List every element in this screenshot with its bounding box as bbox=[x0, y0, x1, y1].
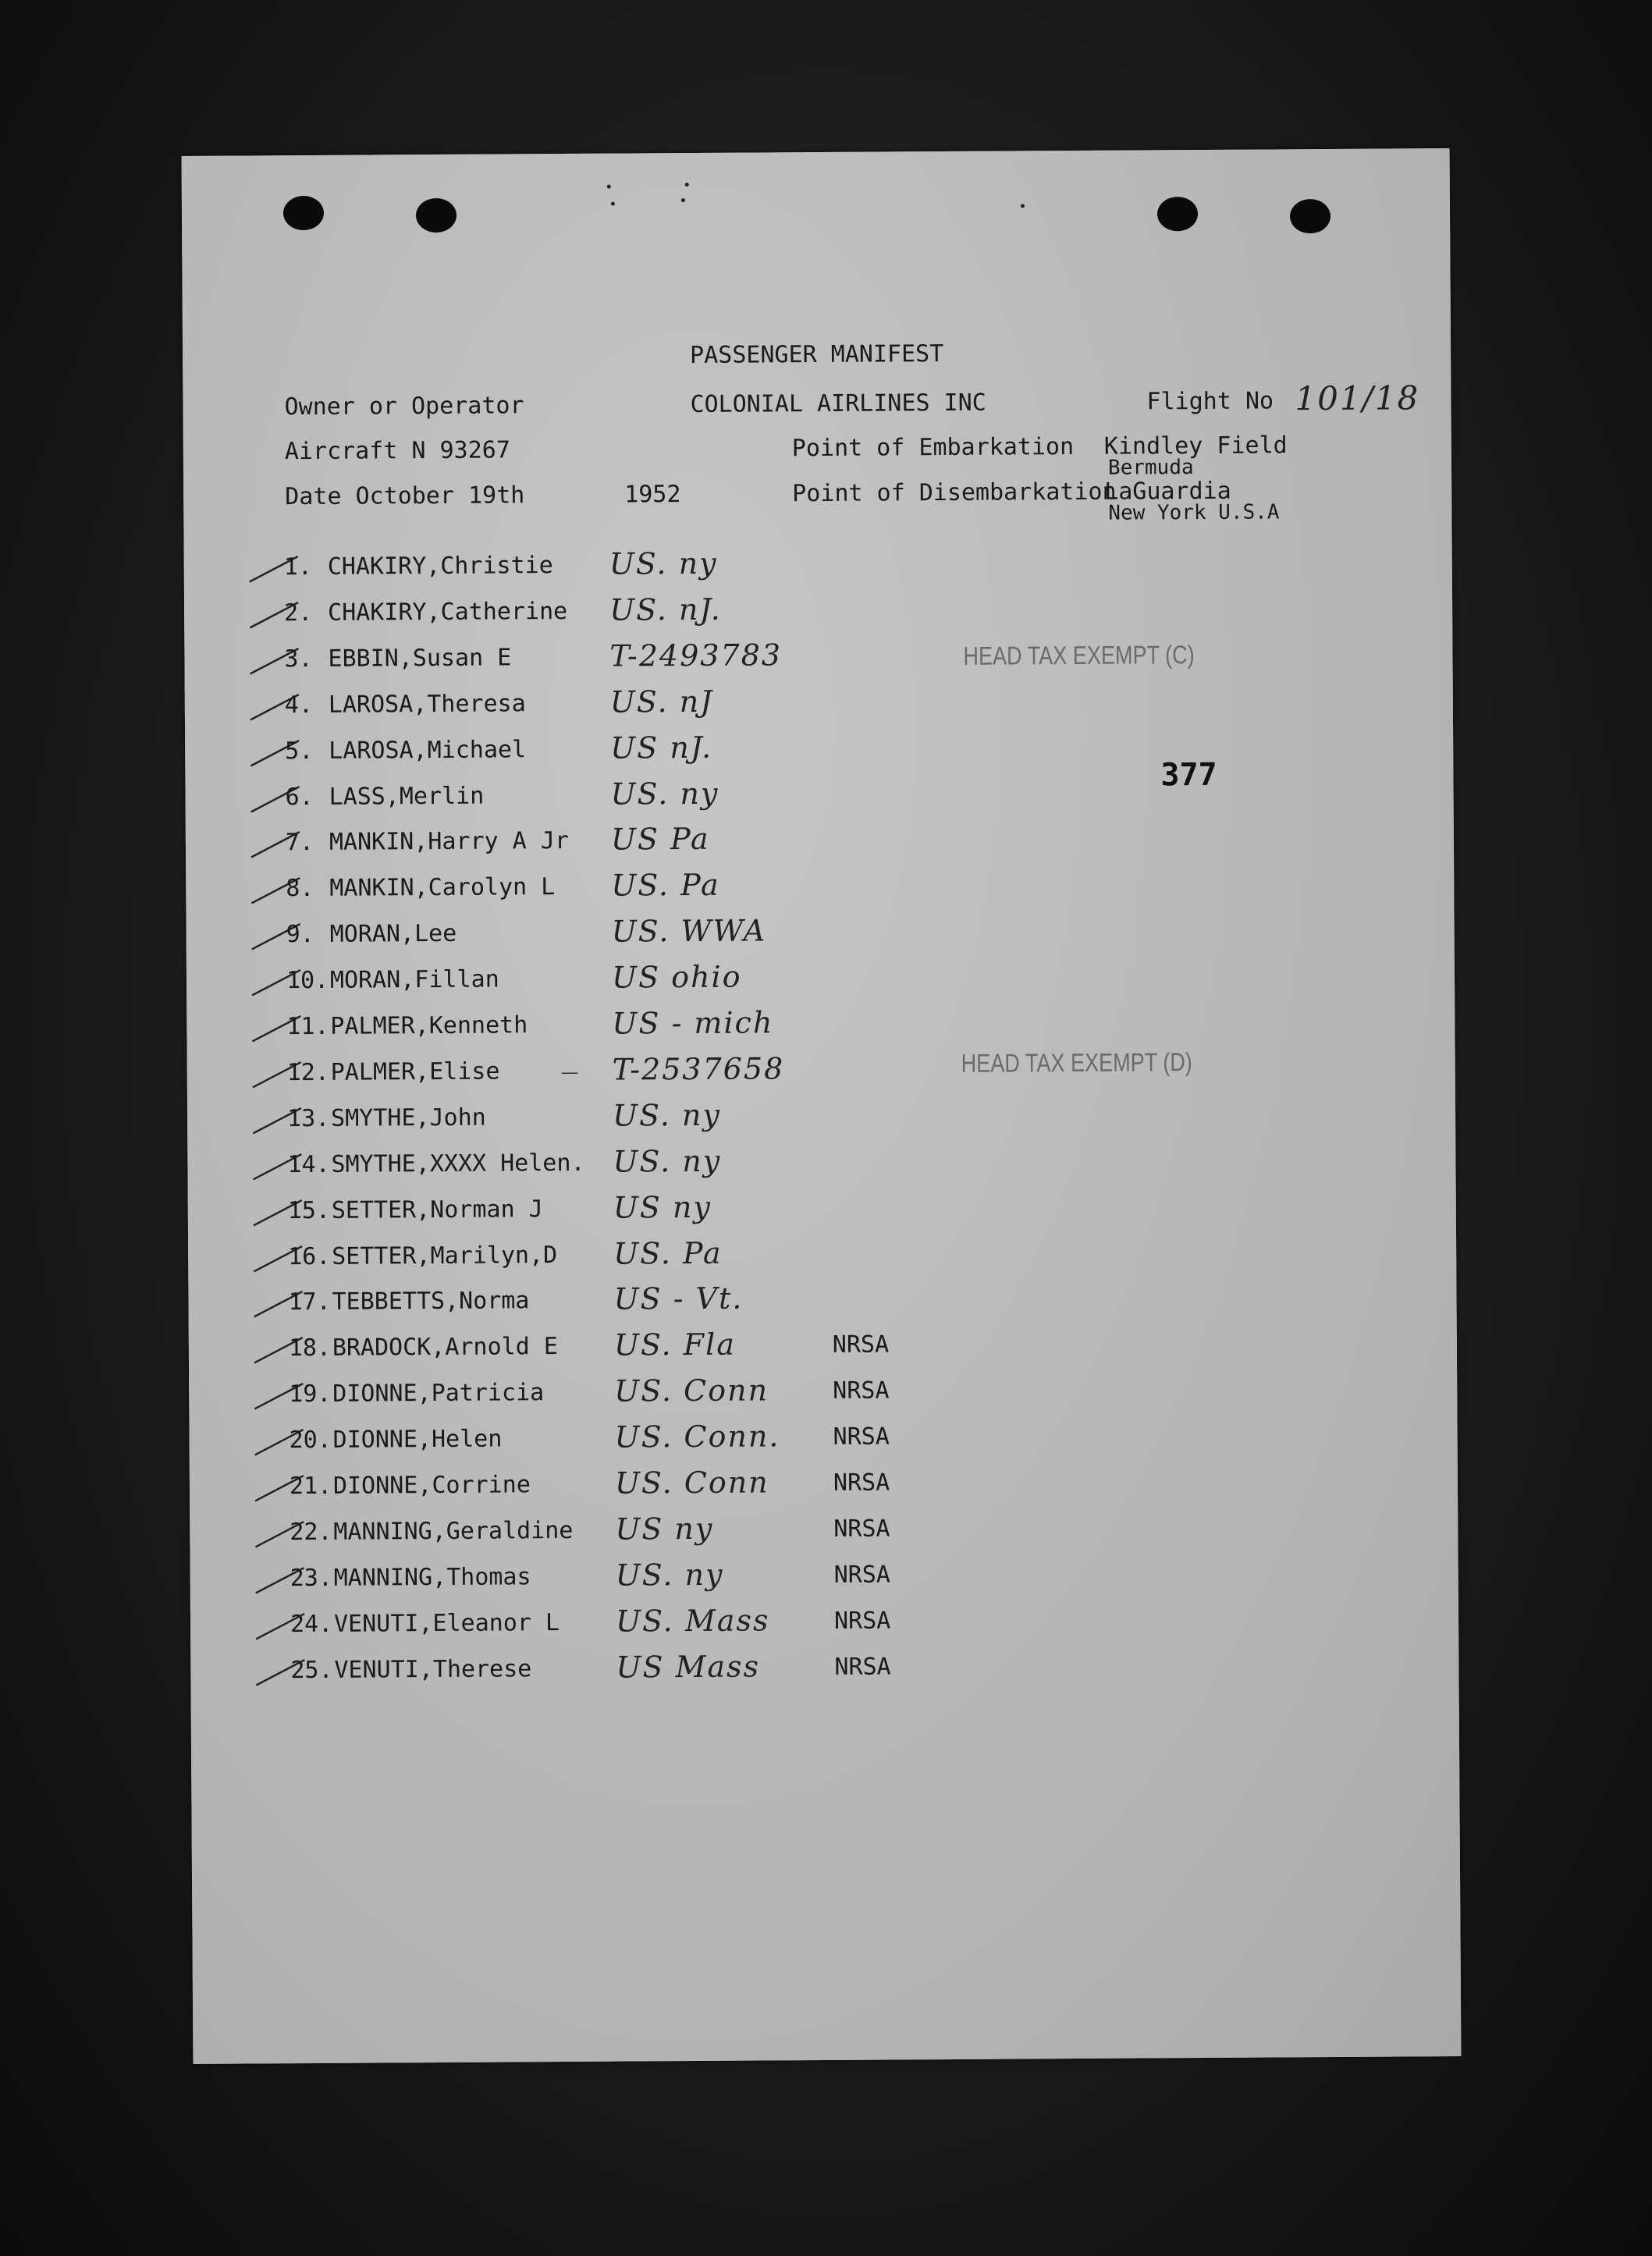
passenger-name: PALMER,Elise bbox=[330, 1057, 500, 1086]
passenger-residence: US ny bbox=[615, 1511, 714, 1547]
passenger-name: MORAN,Lee bbox=[329, 920, 457, 949]
passenger-number: 7. bbox=[285, 829, 314, 857]
passenger-name: SETTER,Norman J bbox=[331, 1195, 543, 1224]
punch-hole bbox=[283, 196, 324, 230]
passenger-residence: US nJ. bbox=[610, 730, 713, 766]
passenger-residence: US. nJ bbox=[609, 684, 714, 719]
punch-hole bbox=[1157, 197, 1198, 231]
speck bbox=[681, 198, 685, 202]
passenger-residence: US. Conn bbox=[614, 1465, 769, 1501]
passenger-row bbox=[187, 1052, 1455, 1105]
passenger-row bbox=[185, 730, 1453, 783]
passenger-residence: US Pa bbox=[610, 822, 710, 858]
passenger-number: 19. bbox=[289, 1380, 332, 1409]
passenger-residence: US. Fla bbox=[613, 1327, 737, 1362]
passenger-row bbox=[190, 1466, 1458, 1519]
passenger-nrsa: NRSA bbox=[833, 1607, 891, 1635]
passenger-number: 24. bbox=[290, 1610, 333, 1638]
passenger-name: DIONNE,Corrine bbox=[332, 1471, 531, 1500]
speck bbox=[685, 183, 689, 187]
passenger-number: 25. bbox=[290, 1656, 333, 1684]
passenger-name: VENUTI,Eleanor L bbox=[333, 1608, 560, 1638]
page-number: 377 bbox=[1160, 756, 1217, 794]
passenger-number: 4. bbox=[284, 691, 314, 719]
passenger-residence: US. ny bbox=[615, 1557, 724, 1593]
passenger-residence: US - mich bbox=[612, 1005, 774, 1041]
owner-value: COLONIAL AIRLINES INC bbox=[690, 389, 986, 419]
passenger-row bbox=[186, 822, 1454, 875]
year-value: 1952 bbox=[624, 481, 681, 509]
passenger-name: MANNING,Thomas bbox=[333, 1563, 531, 1592]
passenger-row bbox=[187, 960, 1455, 1013]
passenger-nrsa: NRSA bbox=[833, 1469, 890, 1497]
passenger-number: 18. bbox=[288, 1334, 332, 1362]
passenger-row bbox=[187, 1144, 1455, 1197]
passenger-nrsa: NRSA bbox=[833, 1561, 891, 1589]
head-tax-exempt-stamp-c: HEAD TAX EXEMPT (C) bbox=[963, 640, 1195, 670]
passenger-residence: US. ny bbox=[609, 545, 718, 581]
passenger-name: DIONNE,Patricia bbox=[332, 1379, 545, 1409]
flight-number: 101/18 bbox=[1295, 378, 1420, 418]
passenger-number: 16. bbox=[288, 1242, 331, 1270]
flight-label: Flight No bbox=[1146, 387, 1274, 416]
passenger-residence: US. Pa bbox=[611, 868, 720, 903]
passenger-nrsa: NRSA bbox=[832, 1331, 890, 1359]
passenger-number: 21. bbox=[289, 1472, 332, 1501]
page-title: PASSENGER MANIFEST bbox=[690, 340, 944, 370]
aircraft-label: Aircraft N 93267 bbox=[284, 436, 510, 466]
passenger-row bbox=[190, 1604, 1458, 1657]
passenger-residence: US. Conn bbox=[614, 1373, 769, 1409]
passenger-row bbox=[187, 1098, 1455, 1151]
passenger-number: 8. bbox=[286, 875, 314, 903]
passenger-name: SETTER,Marilyn,D bbox=[332, 1241, 558, 1270]
passenger-number: 3. bbox=[284, 645, 313, 673]
passenger-name: VENUTI,Therese bbox=[334, 1654, 532, 1684]
owner-label: Owner or Operator bbox=[284, 392, 524, 421]
passenger-number: 17. bbox=[288, 1288, 331, 1316]
speck bbox=[611, 202, 615, 206]
passenger-row bbox=[189, 1373, 1457, 1426]
passenger-number: 1. bbox=[283, 552, 312, 581]
punch-hole bbox=[416, 198, 457, 233]
passenger-name: LASS,Merlin bbox=[329, 782, 485, 811]
passenger-number: 5. bbox=[285, 737, 314, 765]
passenger-name: LAROSA,Theresa bbox=[328, 689, 526, 719]
passenger-residence: US. WWA bbox=[611, 913, 767, 949]
embarkation-value: Kindley Field bbox=[1103, 432, 1288, 460]
passenger-row bbox=[190, 1650, 1458, 1703]
passenger-name: CHAKIRY,Christie bbox=[327, 552, 553, 581]
passenger-residence: US. Conn. bbox=[614, 1419, 780, 1455]
speck bbox=[1021, 204, 1025, 208]
passenger-row bbox=[184, 546, 1452, 599]
passenger-number: 12. bbox=[286, 1058, 330, 1087]
passenger-name: TEBBETTS,Norma bbox=[332, 1287, 530, 1316]
passenger-number: 13. bbox=[286, 1104, 330, 1132]
passenger-row bbox=[186, 868, 1454, 921]
passenger-residence: US. nJ. bbox=[609, 592, 722, 627]
passenger-row bbox=[187, 1006, 1455, 1059]
passenger-name: MANKIN,Harry A Jr bbox=[329, 827, 570, 857]
passenger-residence: T-2537658 bbox=[612, 1051, 785, 1087]
passenger-row bbox=[188, 1281, 1456, 1334]
passenger-name: EBBIN,Susan E bbox=[328, 644, 512, 673]
passenger-name: BRADOCK,Arnold E bbox=[332, 1333, 558, 1362]
passenger-row bbox=[185, 776, 1453, 830]
passenger-number: 20. bbox=[289, 1426, 332, 1455]
passenger-number: 11. bbox=[286, 1012, 329, 1041]
passenger-nrsa: NRSA bbox=[834, 1653, 891, 1681]
passenger-nrsa: NRSA bbox=[833, 1515, 890, 1543]
disembarkation-label: Point of Disembarkation bbox=[792, 478, 1117, 508]
passenger-name: CHAKIRY,Catherine bbox=[328, 597, 568, 627]
passenger-name: MANKIN,Carolyn L bbox=[329, 873, 556, 903]
dash-mark: _ bbox=[561, 1043, 578, 1075]
passenger-number: 10. bbox=[286, 966, 329, 995]
passenger-row bbox=[185, 684, 1453, 737]
passenger-row bbox=[188, 1236, 1456, 1289]
passenger-row bbox=[190, 1512, 1458, 1565]
head-tax-exempt-stamp-d: HEAD TAX EXEMPT (D) bbox=[961, 1047, 1192, 1078]
passenger-number: 6. bbox=[285, 783, 314, 811]
speck bbox=[607, 185, 611, 189]
passenger-number: 2. bbox=[284, 599, 313, 627]
embarkation-value-2: Bermuda bbox=[1107, 456, 1194, 480]
passenger-residence: US - Vt. bbox=[613, 1281, 744, 1317]
passenger-number: 14. bbox=[287, 1150, 330, 1178]
passenger-number: 15. bbox=[287, 1196, 331, 1224]
passenger-number: 9. bbox=[286, 921, 314, 949]
passenger-row bbox=[184, 638, 1452, 691]
passenger-row bbox=[189, 1419, 1457, 1473]
passenger-residence: US Mass bbox=[616, 1649, 761, 1685]
passenger-residence: US. Pa bbox=[613, 1235, 723, 1271]
passenger-residence: US. ny bbox=[612, 1097, 722, 1133]
passenger-name: DIONNE,Helen bbox=[332, 1425, 503, 1454]
passenger-number: 22. bbox=[290, 1518, 332, 1547]
passenger-name: PALMER,Kenneth bbox=[330, 1011, 528, 1040]
embarkation-label: Point of Embarkation bbox=[791, 433, 1075, 463]
passenger-row bbox=[189, 1327, 1457, 1380]
disembarkation-value: LaGuardia bbox=[1104, 477, 1231, 506]
disembarkation-value-2: New York U.S.A bbox=[1108, 500, 1280, 525]
passenger-residence: T-2493783 bbox=[609, 638, 783, 673]
passenger-nrsa: NRSA bbox=[833, 1377, 890, 1405]
passenger-name: SMYTHE,John bbox=[330, 1103, 486, 1132]
passenger-name: MANNING,Geraldine bbox=[333, 1516, 574, 1546]
passenger-residence: US. ny bbox=[613, 1143, 722, 1179]
punch-hole bbox=[1290, 199, 1330, 233]
passenger-row bbox=[190, 1558, 1458, 1611]
passenger-number: 23. bbox=[290, 1564, 332, 1592]
passenger-row bbox=[187, 914, 1455, 967]
date-label: Date October 19th bbox=[285, 481, 525, 511]
passenger-residence: US. ny bbox=[610, 776, 719, 812]
passenger-name: MORAN,Fillan bbox=[329, 965, 499, 994]
passenger-nrsa: NRSA bbox=[833, 1423, 890, 1451]
passenger-residence: US. Mass bbox=[615, 1603, 770, 1639]
passenger-name: SMYTHE,XXXX Helen. bbox=[331, 1149, 585, 1178]
passenger-residence: US ny bbox=[613, 1189, 712, 1225]
passenger-row bbox=[184, 592, 1452, 645]
passenger-row bbox=[188, 1190, 1456, 1243]
passenger-name: LAROSA,Michael bbox=[329, 735, 527, 765]
passenger-residence: US ohio bbox=[611, 959, 742, 995]
manifest-page bbox=[182, 148, 1462, 2064]
